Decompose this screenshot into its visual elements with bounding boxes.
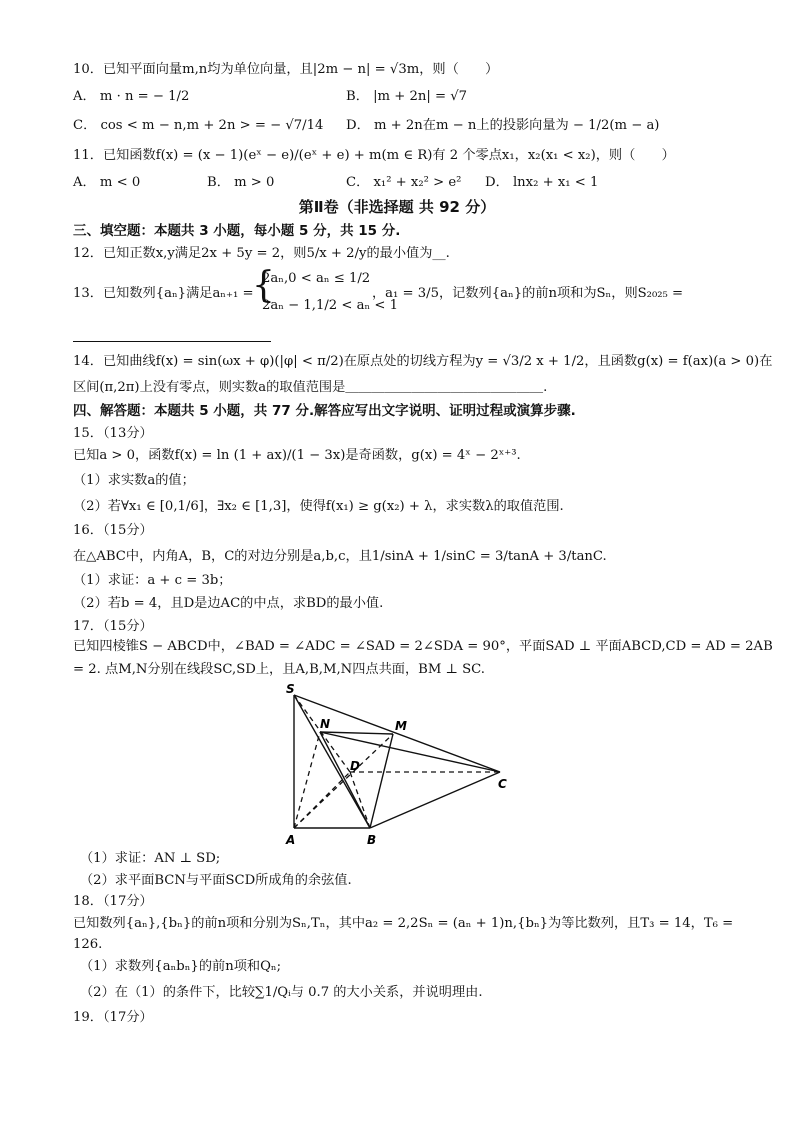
q10-option-c: C． cos < m − n,m + 2n > = − √7/14 [73,118,324,133]
q16-part-1: （1）求证：a + c = 3b； [73,573,232,588]
q10-stem: 10．已知平面向量m,n均为单位向量，且|2m − n| = √3m，则（ ） [73,62,499,77]
q17-stem-2: = 2. 点M,N分别在线段SC,SD上，且A,B,M,N四点共面，BM ⊥ SC. [73,662,485,677]
q18-part-1: （1）求数列{aₙbₙ}的前n项和Qₙ; [80,959,282,974]
vertex-label-b: B [367,833,377,847]
vertex-label-n: N [320,717,331,731]
q11-option-a: A． m < 0 [73,175,141,190]
q12-text: 12．已知正数x,y满足2x + 5y = 2，则5/x + 2/y的最小值为__. [73,246,450,261]
q13-text-b: ，a₁ = 3/5，记数列{aₙ}的前n项和为Sₙ，则S₂₀₂₅ = [372,286,684,301]
q15-head: 15．（13分） [73,426,153,441]
vertex-label-c: C [498,777,507,791]
q10-option-b: B． |m + 2n| = √7 [346,89,468,104]
q11-option-b: B． m > 0 [207,175,275,190]
q17-part-1: （1）求证：AN ⊥ SD; [80,851,221,866]
q16-head: 16．（15分） [73,523,153,538]
q13-text-a: 13．已知数列{aₙ}满足aₙ₊₁ = [73,286,254,301]
q18-stem-2: 126. [73,937,103,952]
q13-answer-blank [73,341,271,342]
q11-option-c: C． x₁² + x₂² > e² [346,175,462,190]
q15-stem: 已知a > 0，函数f(x) = ln (1 + ax)/(1 − 3x)是奇函数，g(x) = 4ˣ − 2ˣ⁺³. [73,448,521,463]
q17-part-2: （2）求平面BCN与平面SCD所成角的余弦值. [80,873,352,888]
q14-line-1: 14．已知曲线f(x) = sin(ωx + φ)(|φ| < π/2)在原点处的切线方程为y = √3/2 x + 1/2，且函数g(x) = f(ax)(a > 0)在 [73,354,773,369]
q18-stem-1: 已知数列{aₙ},{bₙ}的前n项和分别为Sₙ,Tₙ，其中a₂ = 2,2Sₙ = (aₙ + 1)n,{bₙ}为等比数列，且T₃ = 14，T₆ = [73,916,734,931]
q16-stem: 在△ABC中，内角A，B，C的对边分别是a,b,c，且1/sinA + 1/sinC = 3/tanA + 3/tanC. [73,549,607,564]
q17-head: 17．（15分） [73,619,153,634]
edge-an [294,732,320,828]
q10-option-d: D． m + 2n在m − n上的投影向量为 − 1/2(m − a) [346,118,660,133]
q13-case-1: 2aₙ,0 < aₙ ≤ 1/2 [262,271,371,286]
q11-option-d: D． lnx₂ + x₁ < 1 [485,175,599,190]
q13-case-2: 2aₙ − 1,1/2 < aₙ < 1 [262,298,399,313]
vertex-label-a: A [286,833,296,847]
q16-part-2: （2）若b = 4，且D是边AC的中点，求BD的最小值. [73,596,384,611]
edge-bd [350,772,370,828]
vertex-label-d: D [350,759,360,773]
q18-part-2: （2）在（1）的条件下，比较∑1/Qᵢ与 0.7 的大小关系，并说明理由. [80,985,483,1000]
edge-nm [320,732,393,734]
section-4-heading: 四、解答题：本题共 5 小题，共 77 分.解答应写出文字说明、证明过程或演算步骤. [73,403,576,419]
q19-head: 19．（17分） [73,1010,153,1025]
section-3-heading: 三、填空题：本题共 3 小题，每小题 5 分，共 15 分. [73,223,401,239]
q15-part-2: （2）若∀x₁ ∈ [0,1/6]，∃x₂ ∈ [1,3]，使得f(x₁) ≥ g(x₂) + λ，求实数λ的取值范围. [73,499,564,514]
q18-head: 18．（17分） [73,894,153,909]
edge-sd [294,695,350,772]
edge-bc [370,772,500,828]
edge-bn [320,732,370,828]
vertex-label-m: M [395,719,407,733]
q15-part-1: （1）求实数a的值； [73,473,195,488]
q17-stem-1: 已知四棱锥S − ABCD中，∠BAD = ∠ADC = ∠SAD = 2∠SDA = 90°，平面SAD ⊥ 平面ABCD,CD = AD = 2AB [73,639,773,654]
pyramid-figure [270,680,520,850]
q10-option-a: A． m · n = − 1/2 [73,89,190,104]
q13-brace: { [252,265,275,306]
part2-title: 第Ⅱ卷（非选择题 共 92 分） [298,198,496,216]
q14-line-2: 区间(π,2π)上没有零点，则实数a的取值范围是＿＿＿＿＿＿＿＿＿＿＿＿＿＿＿. [73,380,548,395]
vertex-label-s: S [286,682,295,696]
q11-stem: 11．已知函数f(x) = (x − 1)(eˣ − e)/(eˣ + e) + m(m ∈ R)有 2 个零点x₁，x₂(x₁ < x₂)，则（ ） [73,148,675,163]
